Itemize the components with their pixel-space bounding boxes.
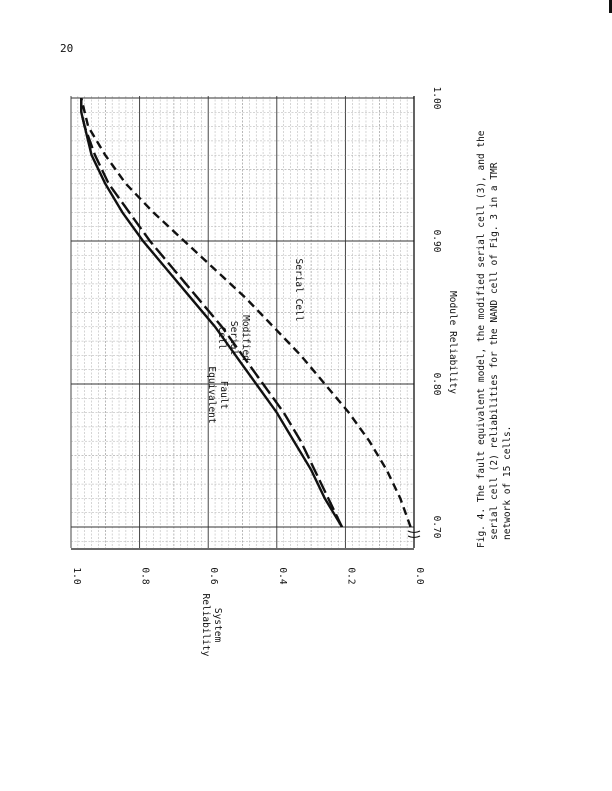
x-axis-title: Module Reliability	[447, 291, 458, 394]
y-tick-label: 0.4	[276, 567, 288, 585]
figure-caption-line: network of 15 cells.	[502, 425, 513, 540]
y-tick-label: 0.6	[208, 567, 220, 585]
series-annotation: Cell	[216, 326, 227, 350]
series-annotation: Serial	[228, 320, 239, 356]
series-annotation: Modified	[240, 315, 251, 361]
y-axis-title: System	[212, 607, 223, 643]
x-tick-label: 0.90	[431, 229, 442, 253]
y-tick-label: 0.2	[345, 567, 357, 585]
y-tick-label: 0.8	[139, 567, 151, 585]
figure-caption-line: serial cell (2) reliabilities for the NAND cell of Fig. 3 in a TMR	[489, 162, 500, 540]
x-tick-label: 0.80	[431, 372, 442, 396]
figure-caption-line: Fig. 4. The fault equivalent model, the modified serial cell (3), and the	[476, 130, 487, 548]
series-annotation: Equivalent	[206, 366, 217, 424]
page-number: 20	[60, 42, 74, 55]
x-tick-label: 1.00	[431, 86, 442, 110]
y-tick-label: 1.0	[71, 567, 82, 585]
x-tick-label: 0.70	[431, 515, 442, 539]
y-tick-label: 0.0	[414, 567, 425, 585]
y-axis-title: Reliability	[200, 593, 211, 657]
series-annotation: Fault	[218, 380, 229, 410]
series-annotation: Serial Cell	[293, 258, 304, 322]
